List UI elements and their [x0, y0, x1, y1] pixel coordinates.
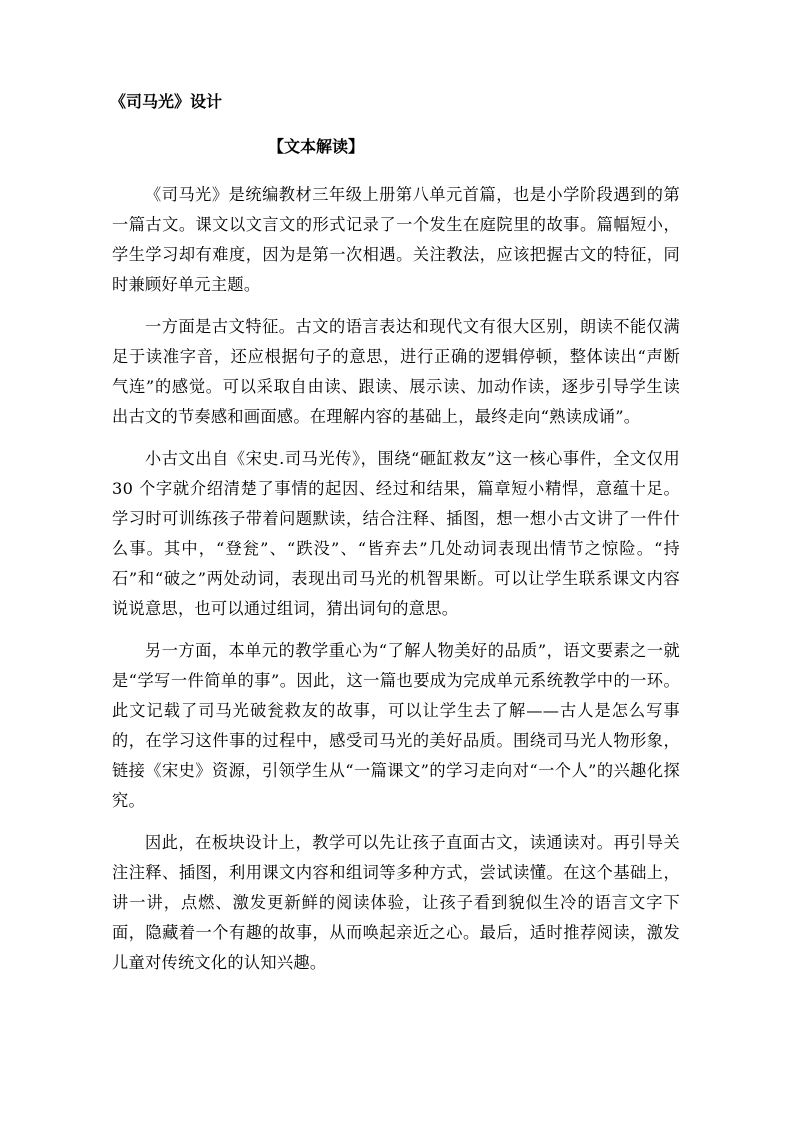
paragraph-3: 小古文出自《宋史.司马光传》，围绕“砸缸救友”这一核心事件，全文仅用 30 个字就介绍清楚了事情的起因、经过和结果，篇章短小精悍，意蕴十足。学习时可训练孩子带着问题默读，结合注释、插图，想一想小古文讲了一件什么事。其中，“登瓮”、“跌没”、“皆弃去”几处动词表现出情节之惊险。“持石”和“破之”两处动词，表现出司马光的机智果断。可以让学生联系课文内容说说意思，也可以通过组词，猜出词句的意思。 [112, 449, 680, 618]
paragraph-2: 一方面是古文特征。古文的语言表达和现代文有很大区别，朗读不能仅满足于读准字音，还应根据句子的意思，进行正确的逻辑停顿，整体读出“声断气连”的感觉。可以采取自由读、跟读、展示读、加动作读，逐步引导学生读出古文的节奏感和画面感。在理解内容的基础上，最终走向“熟读成诵”。 [112, 317, 680, 426]
body-text [112, 180, 680, 990]
paragraph-4: 另一方面，本单元的教学重心为“了解人物美好的品质”，语文要素之一就是“学写一件简单的事”。因此，这一篇也要成为完成单元系统教学中的一环。此文记载了司马光破瓮救友的故事，可以让学生去了解——古人是怎么写事的，在学习这件事的过程中，感受司马光的美好品质。围绕司马光人物形象， 链接《宋史》资源，引领学生从“一篇课文”的学习走向对“一个人”的兴趣化探究。 [112, 641, 680, 810]
paragraph-5: 因此，在板块设计上，教学可以先让孩子直面古文，读通读对。再引导关注注释、插图，利用课文内容和组词等多种方式，尝试读懂。在这个基础上， 讲一讲，点燃、激发更新鲜的阅读体验，让孩子看到貌似生冷的语言文字下面，隐藏着一个有趣的故事，从而唤起亲近之心。最后，适时推荐阅读，激发儿童对传统文化的认知兴趣。 [112, 833, 680, 972]
paragraph-1: 《司马光》是统编教材三年级上册第八单元首篇，也是小学阶段遇到的第一篇古文。课文以文言文的形式记录了一个发生在庭院里的故事。篇幅短小， 学生学习却有难度，因为是第一次相遇。关注教法，应该把握古文的特征，同时兼顾好单元主题。 [112, 185, 680, 294]
section-heading: 【文本解读】 [268, 137, 365, 156]
document-title: 《司马光》设计 [110, 92, 223, 111]
